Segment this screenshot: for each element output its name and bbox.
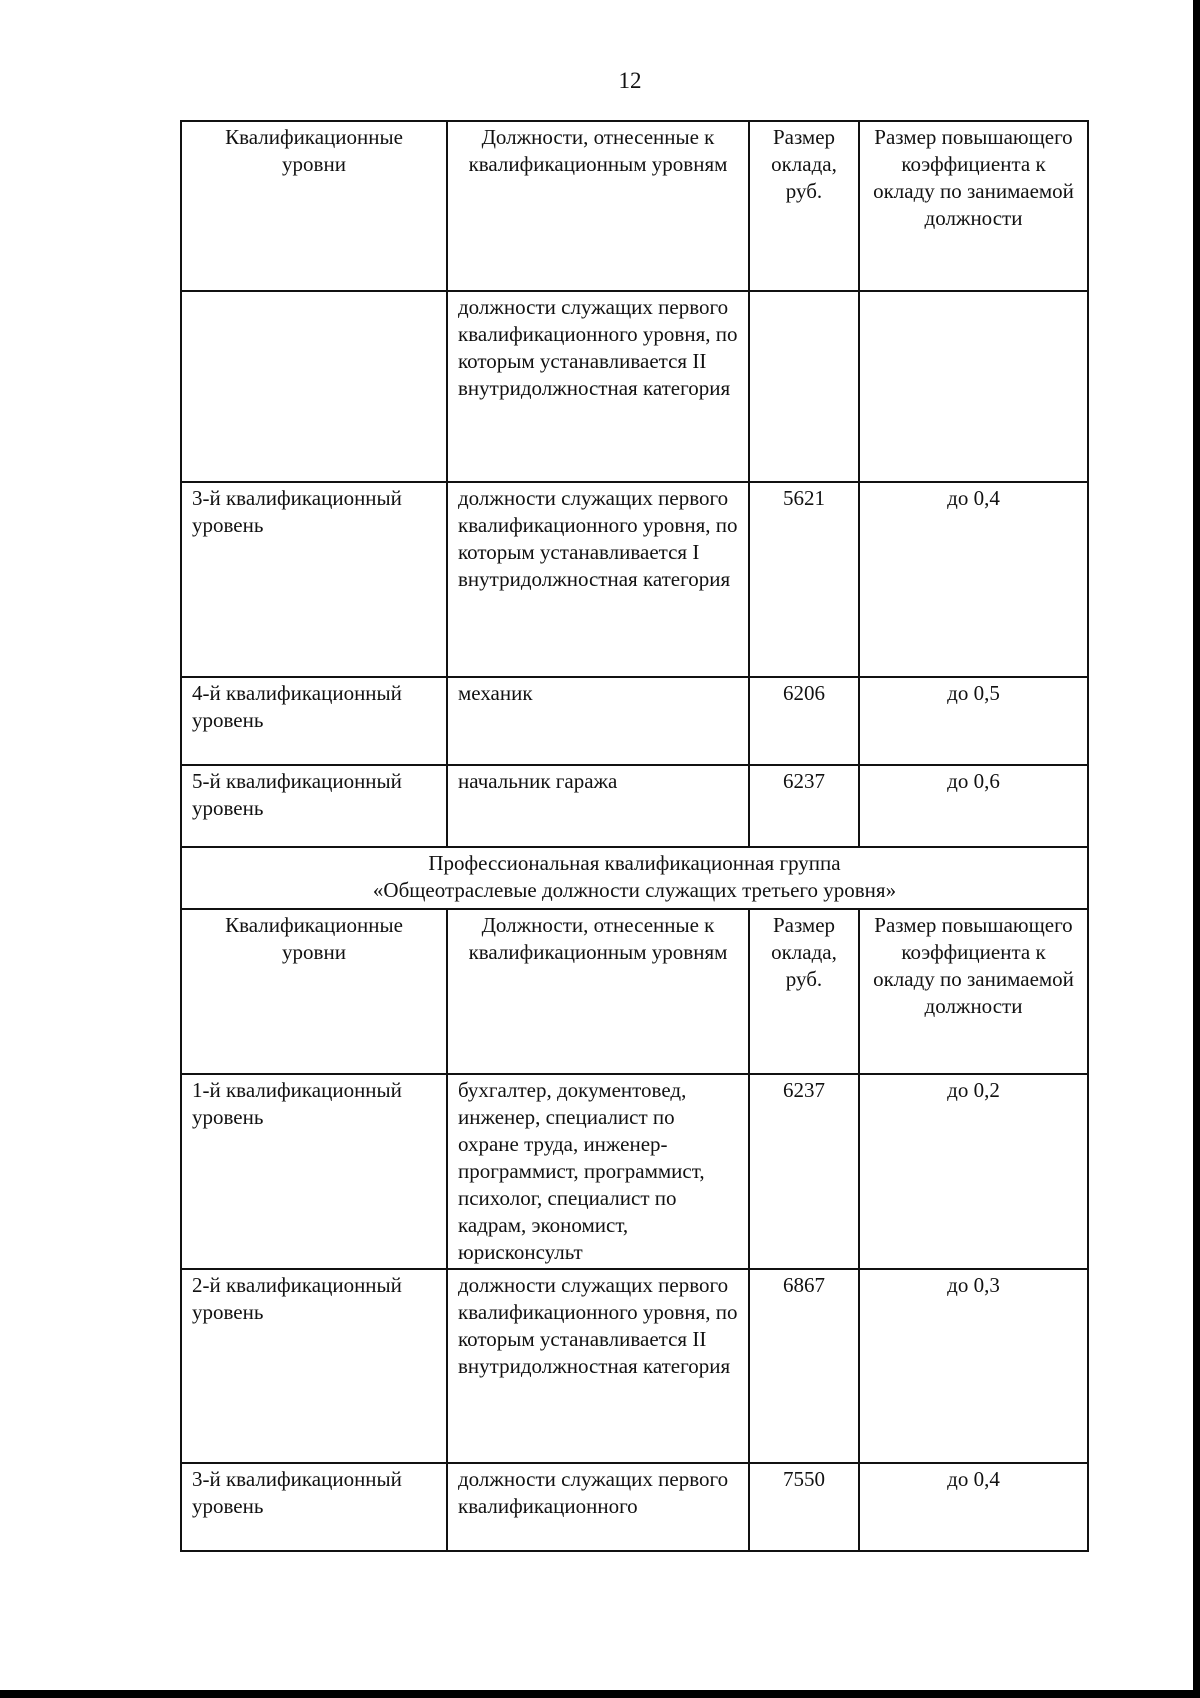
cell-level: 1-й квалификационный уровень — [181, 1074, 447, 1269]
group-title — [181, 847, 1088, 909]
cell-coefficient: до 0,3 — [859, 1269, 1088, 1463]
table-row — [181, 1463, 1088, 1551]
table-row — [181, 1269, 1088, 1463]
table-row — [181, 1074, 1088, 1269]
cell-coefficient: до 0,5 — [859, 677, 1088, 765]
table-row — [181, 677, 1088, 765]
cell-coefficient — [859, 291, 1088, 482]
salary-table — [180, 120, 1089, 1552]
cell-coefficient: до 0,4 — [859, 1463, 1088, 1551]
table-row — [181, 765, 1088, 847]
cell-salary: 6237 — [749, 765, 859, 847]
group-title-line2: «Общеотраслевые должности служащих третьего уровня» — [372, 878, 897, 902]
cell-salary: 5621 — [749, 482, 859, 677]
cell-level: 4-й квалификационный уровень — [181, 677, 447, 765]
cell-level: 3-й квалификационный уровень — [181, 482, 447, 677]
page-border-bottom — [0, 1690, 1200, 1698]
page-number: 12 — [618, 68, 642, 93]
table-header-row — [181, 121, 1088, 291]
table-row — [181, 482, 1088, 677]
cell-salary: 6237 — [749, 1074, 859, 1269]
cell-positions: механик — [447, 677, 749, 765]
table-row — [181, 291, 1088, 482]
cell-level: 2-й квалификационный уровень — [181, 1269, 447, 1463]
cell-salary: 6206 — [749, 677, 859, 765]
cell-salary: 7550 — [749, 1463, 859, 1551]
cell-coefficient: до 0,2 — [859, 1074, 1088, 1269]
cell-level — [181, 291, 447, 482]
header-positions: Должности, отнесенные к квалификационным уровням — [447, 121, 749, 291]
cell-positions: должности служащих первого квалификационного уровня, по которым устанавливается II внутридолжностная категория — [447, 291, 749, 482]
page-border-right — [1193, 0, 1200, 1698]
cell-positions: должности служащих первого квалификационного уровня, по которым устанавливается II внутридолжностная категория — [447, 1269, 749, 1463]
cell-positions: должности служащих первого квалификационного — [447, 1463, 749, 1551]
cell-salary: 6867 — [749, 1269, 859, 1463]
header-positions: Должности, отнесенные к квалификационным уровням — [447, 909, 749, 1074]
cell-positions: начальник гаража — [447, 765, 749, 847]
cell-level: 3-й квалификационный уровень — [181, 1463, 447, 1551]
table-header-row — [181, 909, 1088, 1074]
header-levels: Квалификационные уровни — [181, 909, 447, 1074]
header-salary: Размер оклада, руб. — [749, 909, 859, 1074]
cell-positions: бухгалтер, документовед, инженер, специалист по охране труда, инженер-программист, программист, психолог, специалист по кадрам, экономист, юрисконсульт — [447, 1074, 749, 1269]
cell-coefficient: до 0,6 — [859, 765, 1088, 847]
header-coefficient: Размер повышающего коэффициента к окладу по занимаемой должности — [859, 121, 1088, 291]
cell-coefficient: до 0,4 — [859, 482, 1088, 677]
cell-positions: должности служащих первого квалификационного уровня, по которым устанавливается I внутридолжностная категория — [447, 482, 749, 677]
cell-level: 5-й квалификационный уровень — [181, 765, 447, 847]
cell-salary — [749, 291, 859, 482]
header-salary: Размер оклада, руб. — [749, 121, 859, 291]
group-title-line1: Профессиональная квалификационная группа — [428, 851, 841, 875]
header-coefficient: Размер повышающего коэффициента к окладу по занимаемой должности — [859, 909, 1088, 1074]
group-title-row — [181, 847, 1088, 909]
header-levels: Квалификационные уровни — [181, 121, 447, 291]
